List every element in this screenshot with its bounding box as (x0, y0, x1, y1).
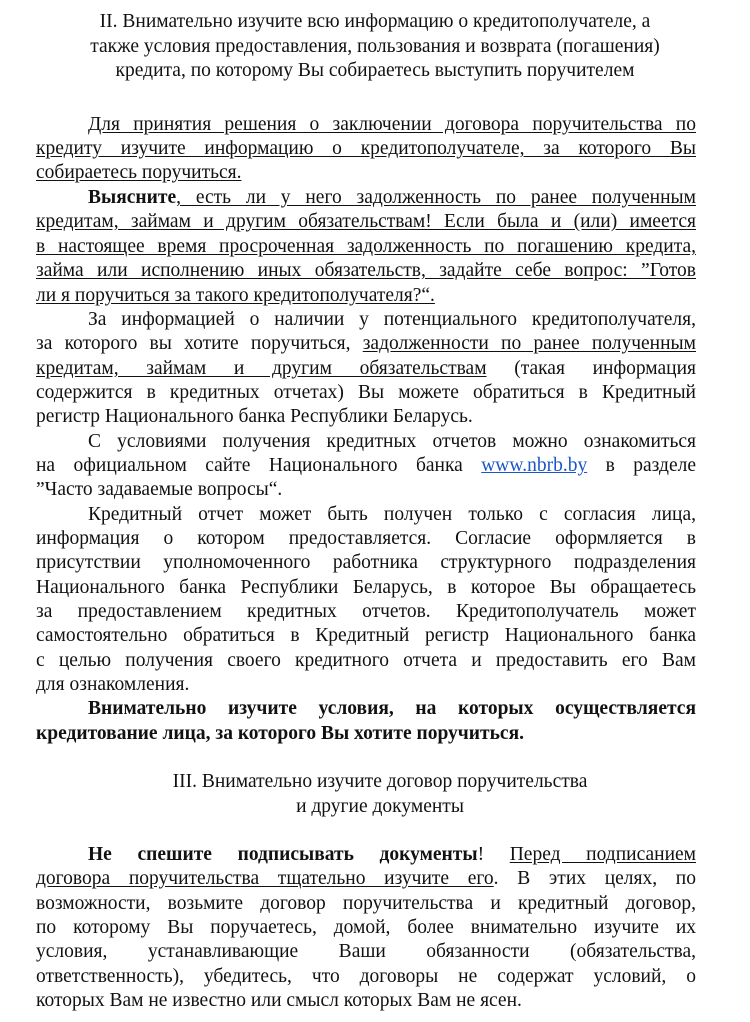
para-line: регистр Национального банка Республики Беларусь. (36, 406, 473, 427)
para-line: содержится в кредитных отчетах) Вы можете обратиться в Кредитный (36, 382, 696, 403)
para-text: . В этих целях, по (493, 868, 696, 889)
para-line: самостоятельно обратиться в Кредитный регистр Национального банка (36, 625, 696, 646)
para-line: Национального банка Республики Беларусь, в которое Вы обращаетесь (36, 577, 696, 598)
para-text: договора поручительства тщательно изучите его (36, 868, 494, 889)
para-text: ! (477, 844, 510, 865)
para-line (36, 357, 696, 382)
para-line: по которому Вы поручаетесь, домой, более внимательно изучите их (36, 917, 696, 938)
para-line: информация о котором предоставляется. Согласие оформляется в (36, 528, 696, 549)
para-line: С условиями получения кредитных отчетов можно ознакомиться (88, 431, 696, 452)
para-line (36, 332, 696, 357)
para-line: которых Вам не известно или смысл которых Вам не ясен. (36, 990, 522, 1011)
nbrb-link[interactable]: www.nbrb.by (481, 455, 588, 476)
para-line: ответственность), убедитесь, что договоры не содержат условий, о (36, 966, 696, 987)
section-2-title (30, 10, 720, 84)
para-text: задолженности по ранее полученным (362, 333, 696, 354)
para-line (88, 843, 696, 868)
para-text: за которого вы хотите поручиться, (36, 333, 363, 354)
para-line: кредитование лица, за которого Вы хотите поручиться. (36, 723, 525, 744)
para-line (36, 867, 696, 892)
para-text: кредитам, займам и другим обязательствам (36, 358, 487, 379)
section-3-title-line: III. Внимательно изучите договор поручительства (172, 771, 588, 792)
para-line: Кредитный отчет может быть получен только с согласия лица, (88, 504, 696, 525)
para-line: Внимательно изучите условия, на которых осуществляется (88, 698, 696, 719)
para-line: кредиту изучите информацию о кредитополучателе, за которого Вы (36, 138, 696, 159)
para-line (36, 454, 696, 479)
para-line: За информацией о наличии у потенциального кредитополучателя, (88, 309, 696, 330)
para-line: присутствии уполномоченного работника структурного подразделения (36, 552, 696, 573)
para-line: займа или исполнению иных обязательств, задайте себе вопрос: ”Готов (36, 260, 696, 281)
emphasis-text: Не спешите подписывать документы (88, 844, 478, 865)
para-line: условия, устанавливающие Ваши обязанности (обязательства, (36, 941, 696, 962)
para-line: ли я поручиться за такого кредитополучателя?“. (36, 285, 435, 306)
para-line: за предоставлением кредитных отчетов. Кредитополучатель может (36, 601, 696, 622)
para-line: возможности, возьмите договор поручительства и кредитный договор, (36, 893, 696, 914)
para-text: Перед подписанием (509, 844, 696, 865)
para-line: с целью получения своего кредитного отчета и предоставить его Вам (36, 650, 696, 671)
para-line: в настоящее время просроченная задолженность по погашению кредита, (36, 236, 696, 257)
para-line: кредитам, займам и другим обязательствам! Если была и (или) имеется (36, 211, 696, 232)
section-2-title-line: кредита, по которому Вы собираетесь выступить поручителем (115, 60, 635, 81)
para-line: собираетесь поручиться. (36, 162, 242, 183)
section-3-title (35, 770, 725, 819)
para-text: на официальном сайте Национального банка (36, 455, 482, 476)
emphasis-text: Выясните (88, 187, 177, 208)
para-line: Для принятия решения о заключении договора поручительства по (88, 114, 696, 135)
para-line (88, 186, 696, 211)
section-2-title-line: II. Внимательно изучите всю информацию о кредитополучателе, а (99, 11, 651, 32)
para-text: (такая информация (486, 358, 696, 379)
para-line: для ознакомления. (36, 674, 190, 695)
para-line: ”Часто задаваемые вопросы“. (36, 479, 283, 500)
section-3-title-line: и другие документы (296, 795, 464, 817)
para-text: , есть ли у него задолженность по ранее полученным (176, 187, 696, 208)
para-text: в разделе (587, 455, 696, 476)
section-2-title-line: также условия предоставления, пользования и возврата (погашения) (90, 35, 660, 57)
